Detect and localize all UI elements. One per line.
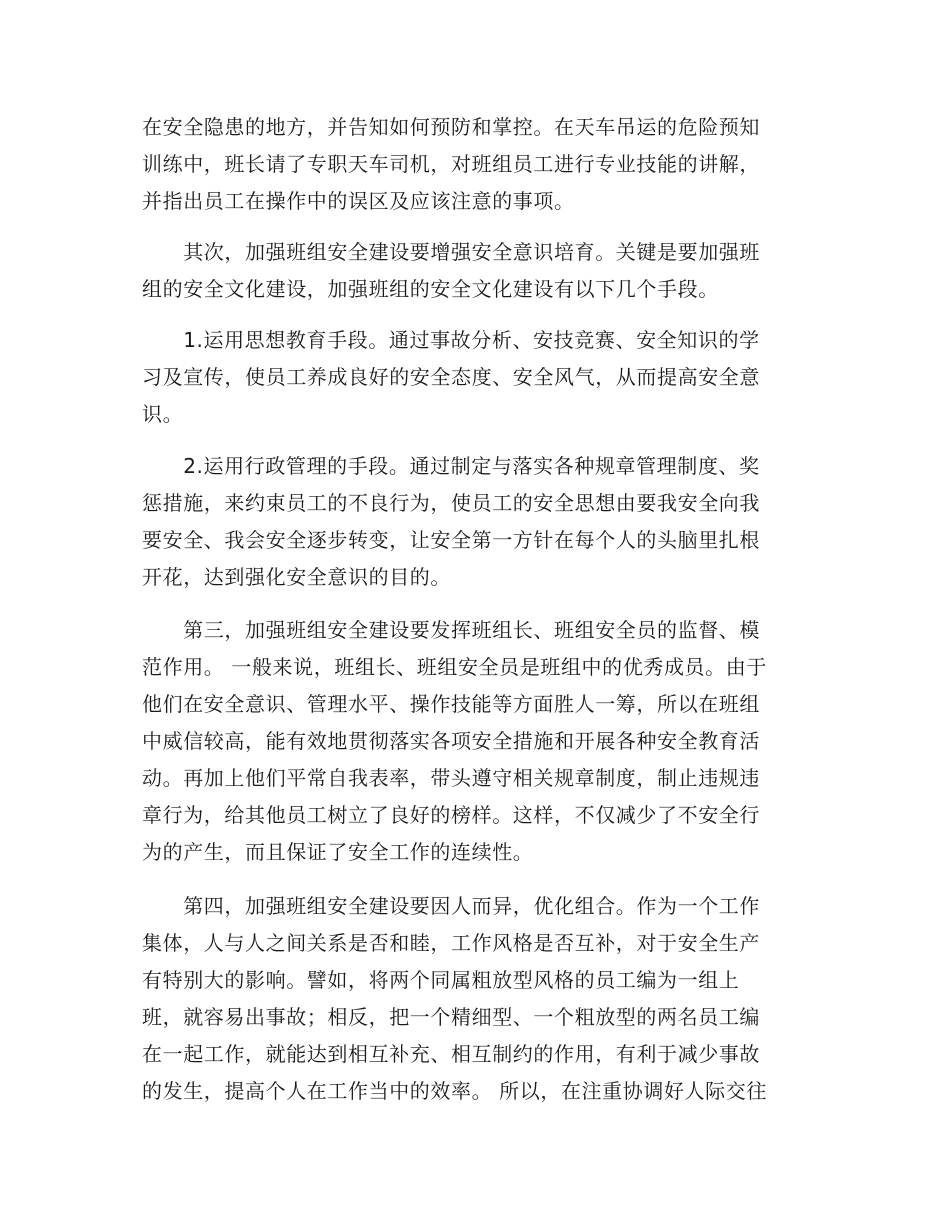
paragraph-administrative-management: 2.运用行政管理的手段。通过制定与落实各种规章管理制度、奖 惩措施，来约束员工的不良行为，使员工的安全思想由要我安全向我 要安全、我会安全逐步转变，让安全第一方针在每个人的头脑里扎根 开花，达到强化安全意识的目的。 <box>142 454 760 589</box>
paragraph-third-team-leader-role: 第三，加强班组安全建设要发挥班组长、班组安全员的监督、模 范作用。 一般来说，班组长、班组安全员是班组中的优秀成员。由于 他们在安全意识、管理水平、操作技能等方面胜人一筹，所以在班组 中威信较高，能有效地贯彻落实各项安全措施和开展各种安全教育活 动。再加上他们平常自我表率，带头遵守相关规章制度，制止违规违 章行为，给其他员工树立了良好的榜样。这样，不仅减少了不安全行 为的产生，而且保证了安全工作的连续性。 <box>142 618 767 864</box>
paragraph-ideological-education: 1.运用思想教育手段。通过事故分析、安技竞赛、安全知识的学 习及宣传，使员工养成良好的安全态度、安全风气，从而提高安全意 识。 <box>142 328 760 426</box>
paragraph-fourth-optimized-grouping: 第四，加强班组安全建设要因人而异，优化组合。作为一个工作 集体，人与人之间关系是否和睦，工作风格是否互补，对于安全生产 有特别大的影响。譬如，将两个同属粗放型风格的员工编为一组上 班，就容易出事故；相反，把一个精细型、一个粗放型的两名员工编 在一起工作，就能达到相互补充、相互制约的作用，有利于减少事故 的发生，提高个人在工作当中的效率。 所以，在注重协调好人际交往 <box>142 894 767 1103</box>
paragraph-second-safety-awareness: 其次，加强班组安全建设要增强安全意识培育。关键是要加强班 组的安全文化建设，加强班组的安全文化建设有以下几个手段。 <box>142 240 760 301</box>
paragraph-hazard-training: 在安全隐患的地方，并告知如何预防和掌控。在天车吊运的危险预知 训练中，班长请了专职天车司机，对班组员工进行专业技能的讲解， 并指出员工在操作中的误区及应该注意的事项。 <box>142 115 760 213</box>
